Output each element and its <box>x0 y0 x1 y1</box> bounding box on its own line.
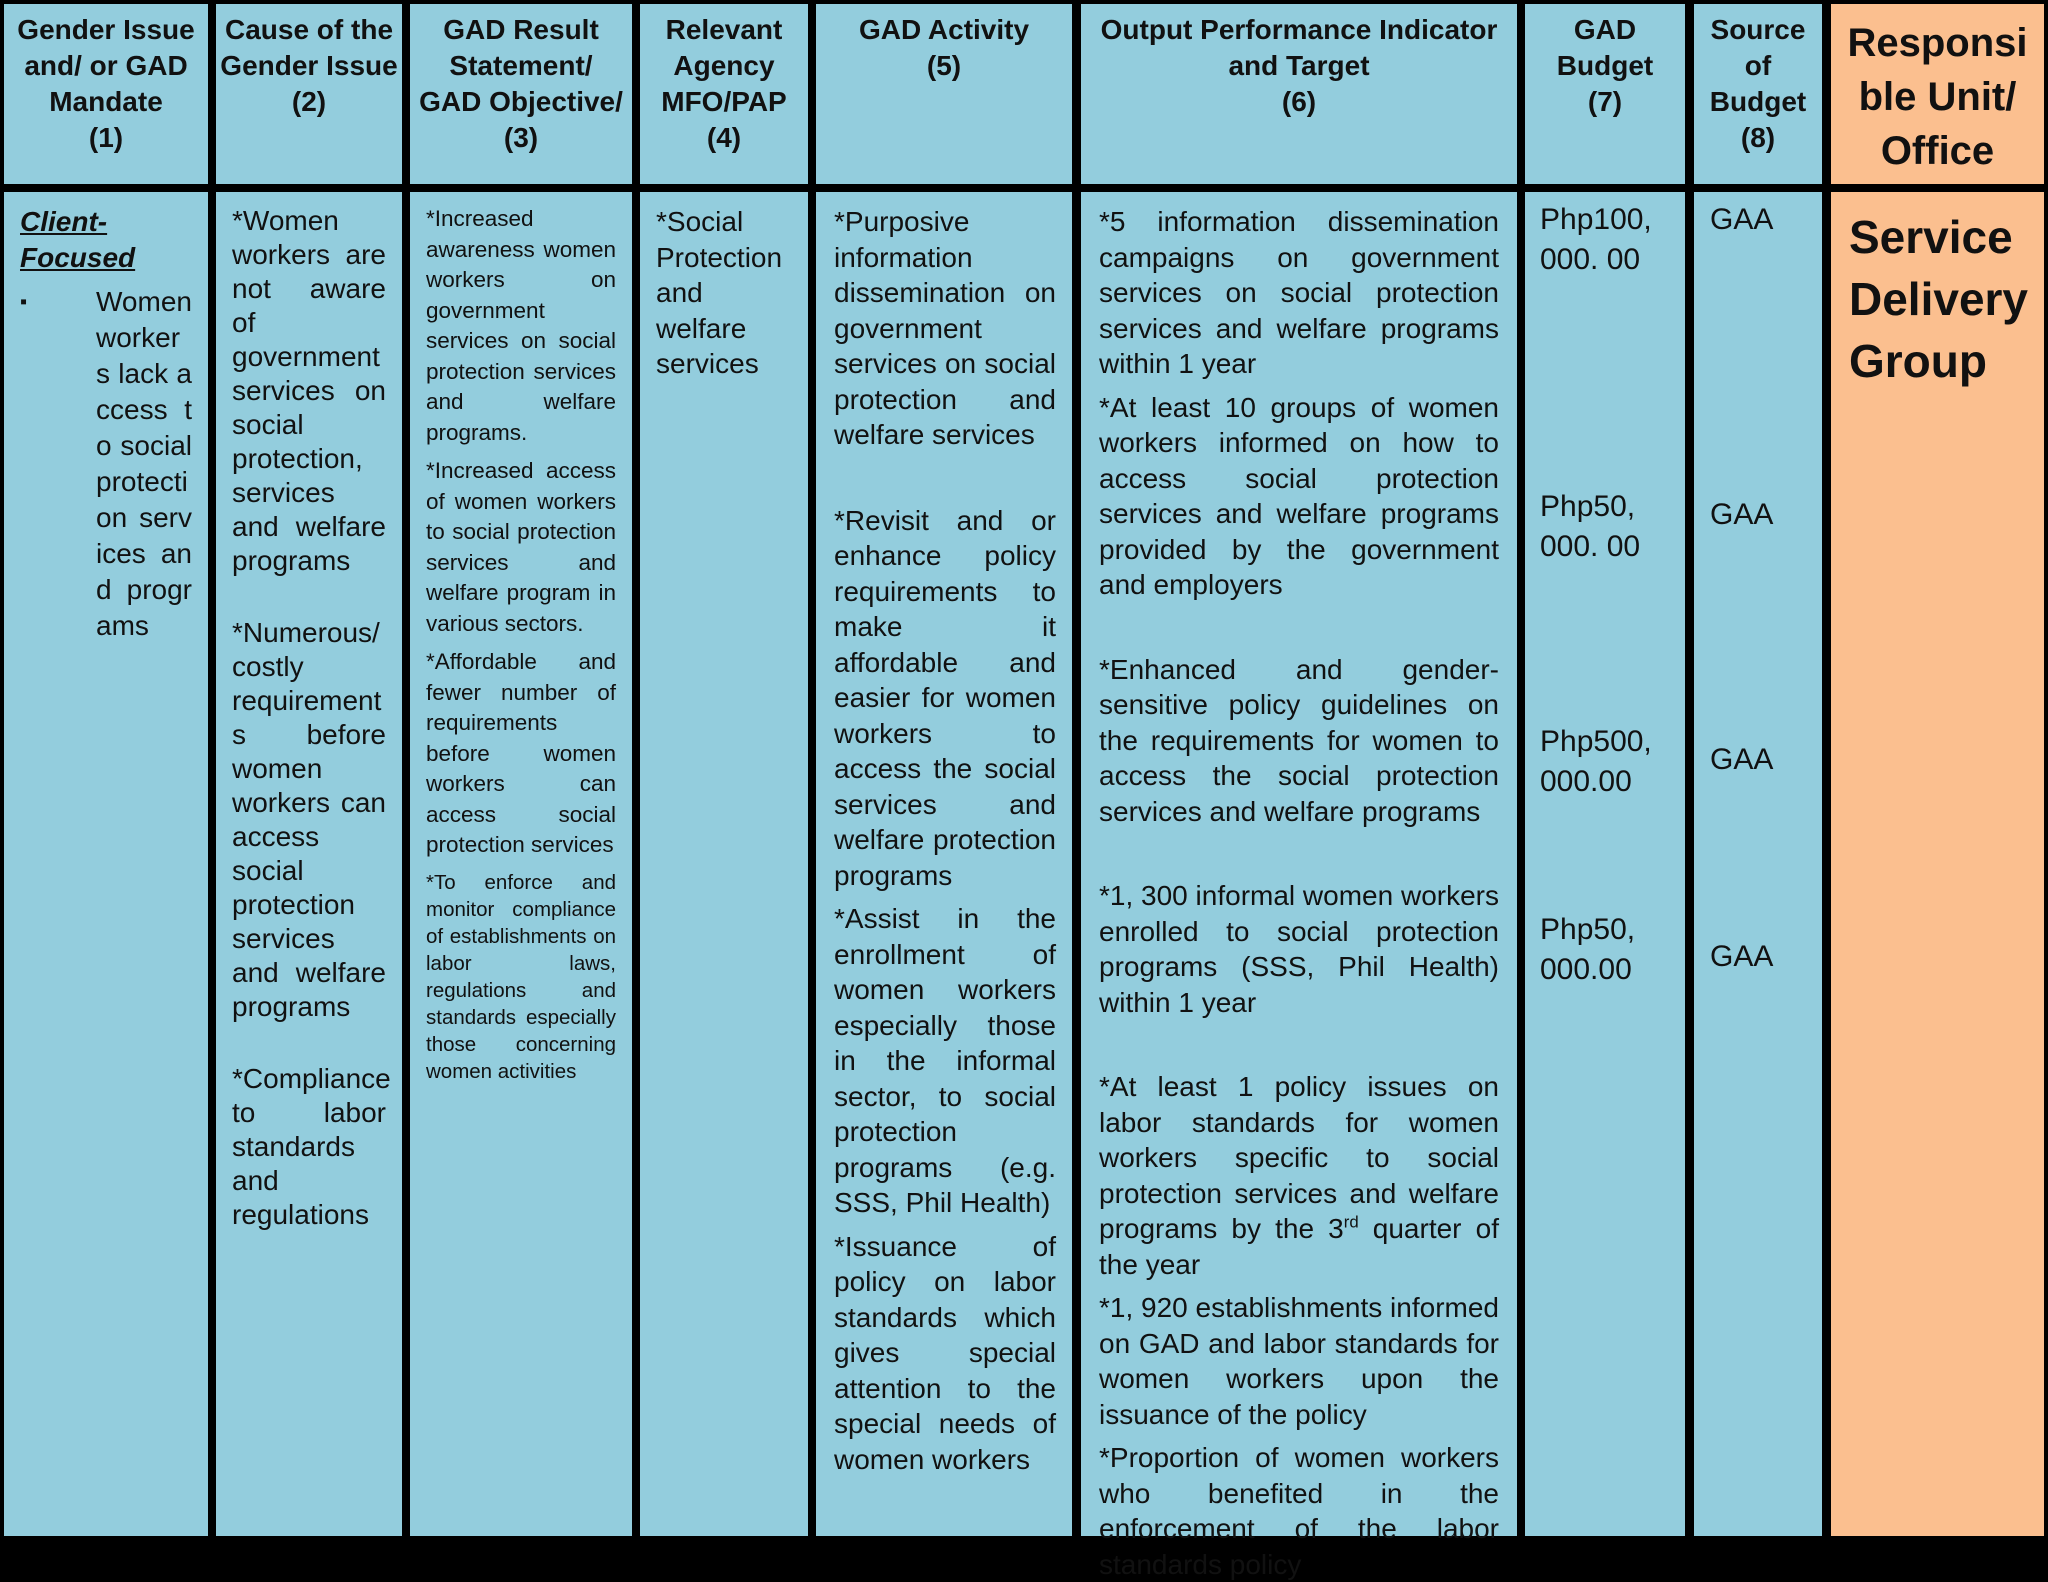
responsible-unit-name: Service Delivery Group <box>1849 211 2029 387</box>
gender-issue-text: Women worker s lack access to social protection services and programs <box>96 286 192 641</box>
header-cause <box>216 4 402 184</box>
budget-amount: Php50, 000.00 <box>1540 913 1636 986</box>
budget-amount: Php100, 000. 00 <box>1540 203 1652 276</box>
square-bullet-icon: ▪ <box>20 291 28 313</box>
cause-item: *Numerous/ costly requirement s before women workers can access social protection services and welfare programs <box>232 617 386 1022</box>
cause-item: *Compliance to labor standards and regulations <box>232 1063 391 1230</box>
result-item: *Affordable and fewer number of requirements before women workers can access social protection services <box>426 649 616 857</box>
header-result-statement <box>410 4 632 184</box>
header-gad-activity <box>816 4 1072 184</box>
indicator-item <box>1099 1069 1499 1282</box>
indicator-item: *1, 920 establishments informed on GAD and labor standards for women workers upon the issuance of the policy <box>1099 1292 1499 1430</box>
budget-source: GAA <box>1710 743 1774 776</box>
budget-amount: Php500, 000.00 <box>1540 725 1652 798</box>
budget-amount: Php50, 000. 00 <box>1540 490 1641 563</box>
indicator-item: *1, 300 informal women workers enrolled to social protection programs (SSS, Phil Health) within 1 year <box>1099 880 1499 1018</box>
header-gad-budget-label: GAD Budget (7) <box>1556 14 1654 117</box>
cause-item: *Women workers are not aware of government services on social protection, services and welfare programs <box>232 205 386 576</box>
agency-text: *Social Protection and welfare services <box>656 206 783 379</box>
activity-item: *Revisit and or enhance policy requirements to make it affordable and easier for women workers to access the social services and welfare protection programs <box>834 504 1056 891</box>
gender-issue-bullet <box>20 284 192 644</box>
header-gender-issue-label: Gender Issue and/ or GAD Mandate (1) <box>17 14 195 153</box>
header-output-indicator-label: Output Performance Indicator and Target (6) <box>1100 14 1498 117</box>
budget-source: GAA <box>1710 940 1774 973</box>
budget-source: GAA <box>1710 498 1774 531</box>
activity-item: *Assist in the enrollment of women workers especially those in the informal sector, to social protection programs (e.g. SSS, Phil Health) <box>834 903 1056 1218</box>
header-relevant-agency-label: Relevant Agency MFO/PAP (4) <box>661 14 787 153</box>
indicator-item: *5 information dissemination campaigns on government services on social protection services and welfare programs within 1 year <box>1099 206 1499 379</box>
header-source-budget <box>1694 4 1822 184</box>
cell-responsible-unit <box>1831 192 2044 1536</box>
indicator-item: *At least 10 groups of women workers informed on how to access social protection services and welfare programs provided by the government and employers <box>1099 391 1499 600</box>
indicator-item: *Proportion of women workers who benefited in the enforcement of the labor standards policy <box>1099 1442 1499 1580</box>
indicator-item-text: quarter of the year <box>1099 1213 1499 1280</box>
header-source-budget-label: Source of Budget (8) <box>1709 14 1807 153</box>
indicator-item-superscript: rd <box>1343 1212 1359 1232</box>
header-cause-label: Cause of the Gender Issue (2) <box>220 14 398 117</box>
cell-result-statement <box>410 192 632 1536</box>
activity-item: *Purposive information dissemination on government services on social protection and welfare services <box>834 206 1056 450</box>
header-result-statement-label: GAD Result Statement/ GAD Objective/ (3) <box>419 14 623 153</box>
header-gad-activity-label: GAD Activity (5) <box>858 14 1030 81</box>
result-item: *Increased awareness women workers on government services on social protection services and welfare programs. <box>426 206 616 445</box>
header-responsible-unit <box>1831 4 2044 184</box>
client-focused-heading: Client- Focused <box>20 206 136 273</box>
cell-source-budget <box>1694 192 1822 1536</box>
cell-gad-budget <box>1525 192 1685 1536</box>
header-gender-issue <box>4 4 208 184</box>
result-item: *Increased access of women workers to social protection services and welfare program in various sectors. <box>426 458 616 636</box>
header-output-indicator <box>1081 4 1517 184</box>
indicator-item-text: *At least 1 policy issues on labor standards for women workers specific to social protection services and welfare programs by the 3 <box>1099 1071 1499 1244</box>
result-item: *To enforce and monitor compliance of establishments on labor laws, regulations and standards especially those concerning women activities <box>426 870 616 1083</box>
cell-relevant-agency <box>640 192 808 1536</box>
cell-gender-issue <box>4 192 208 1536</box>
header-relevant-agency <box>640 4 808 184</box>
indicator-item: *Enhanced and gender-sensitive policy guidelines on the requirements for women to access the social protection services and welfare programs <box>1099 653 1499 827</box>
cell-output-indicator <box>1081 192 1517 1580</box>
activity-item: *Issuance of policy on labor standards which gives special attention to the special needs of women workers <box>834 1230 1056 1475</box>
header-gad-budget <box>1525 4 1685 184</box>
cell-gad-activity <box>816 192 1072 1536</box>
header-responsible-unit-label: Responsi ble Unit/ Office <box>1847 21 2028 173</box>
cell-cause <box>216 192 402 1536</box>
budget-source: GAA <box>1710 203 1774 236</box>
